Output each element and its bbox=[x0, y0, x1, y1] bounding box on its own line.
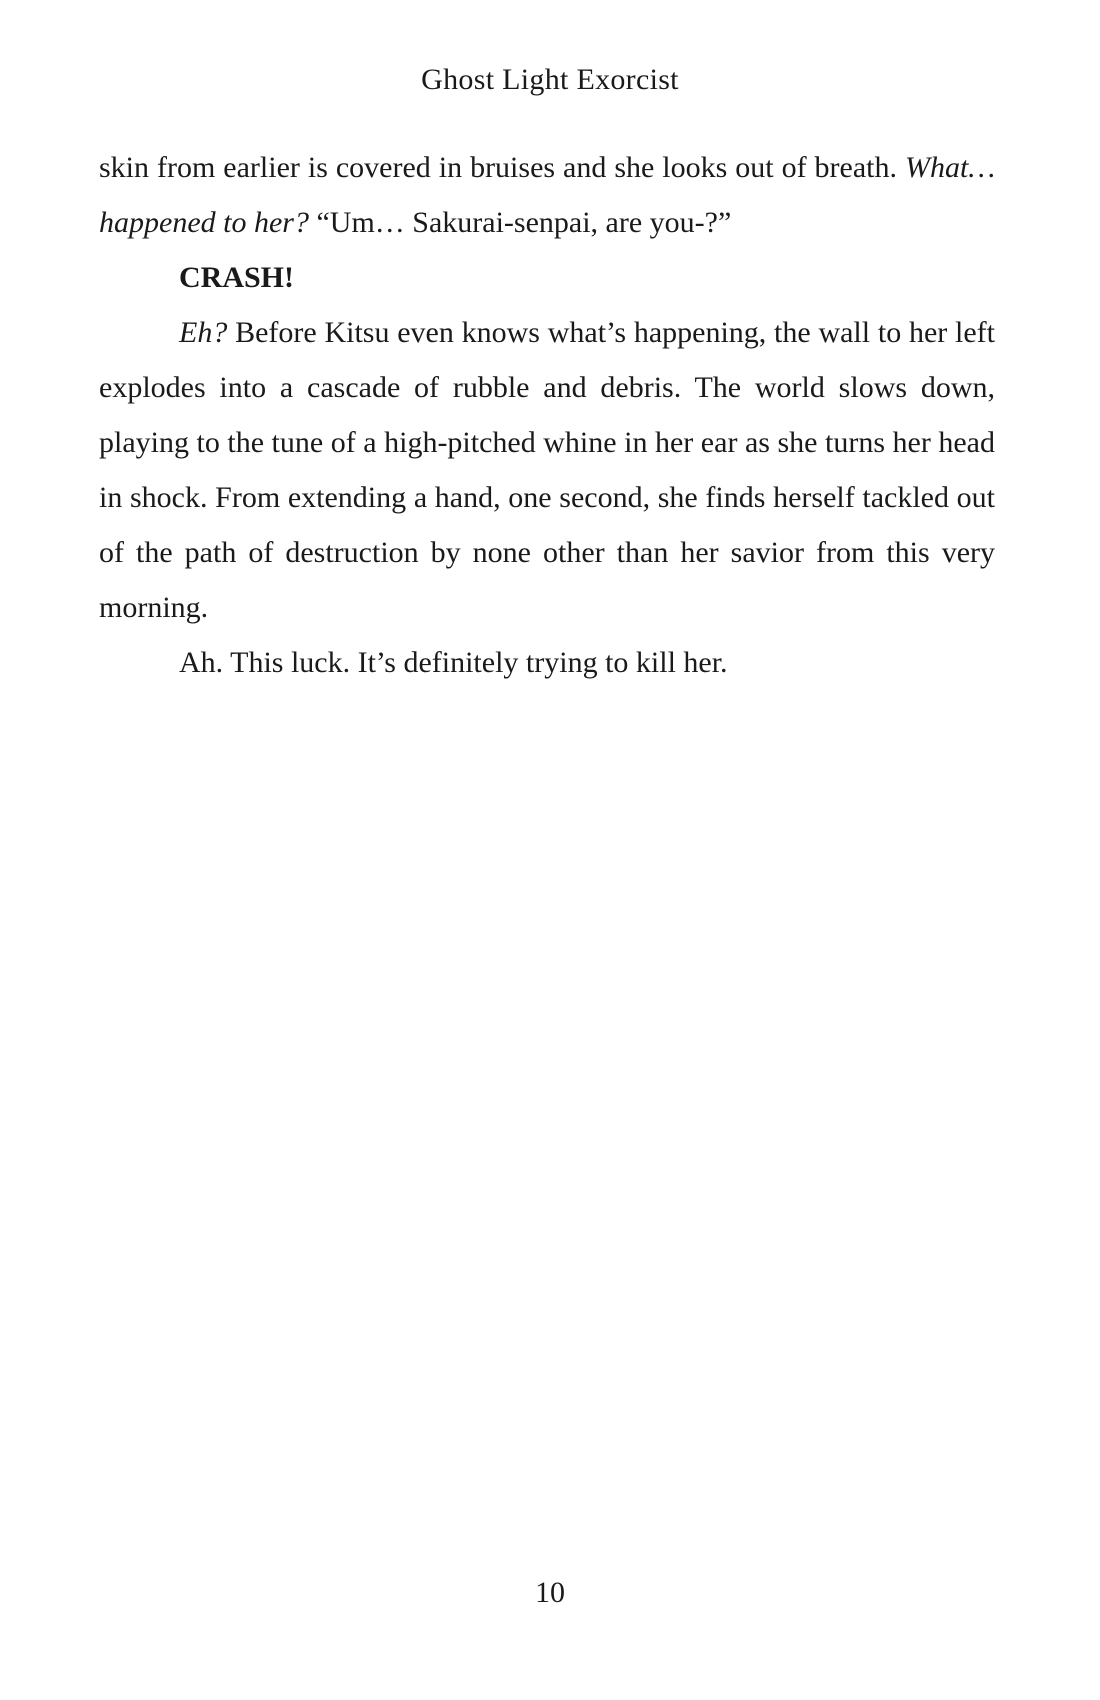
paragraph-1-text-a: skin from earlier is covered in bruises and she looks out of breath. bbox=[99, 151, 905, 184]
paragraph-1-thought: What… happened to her? bbox=[99, 151, 995, 239]
paragraph-2 bbox=[99, 250, 995, 305]
running-header-title: Ghost Light Exorcist bbox=[421, 63, 679, 96]
body-text bbox=[99, 140, 995, 690]
page-number: 10 bbox=[535, 1576, 565, 1609]
paragraph-3-text: Before Kitsu even knows what’s happening, the wall to her left explodes into a cascade of rubble and debris. The world slows down, playing to the tune of a high-pitched whine in her ear as she turns her head in shock. From extending a hand, one second, she finds herself tackled out of the path of destruction by none other than her savior from this very morning. bbox=[99, 316, 995, 624]
paragraph-3-thought: Eh? bbox=[179, 316, 228, 349]
paragraph-3 bbox=[99, 305, 995, 635]
paragraph-4 bbox=[99, 635, 995, 690]
paragraph-1-text-b: “Um… Sakurai-senpai, are you-?” bbox=[308, 206, 732, 239]
crash-sound-effect: CRASH! bbox=[179, 261, 295, 294]
paragraph-4-text: Ah. This luck. It’s definitely trying to kill her. bbox=[179, 646, 728, 679]
paragraph-1 bbox=[99, 140, 995, 250]
